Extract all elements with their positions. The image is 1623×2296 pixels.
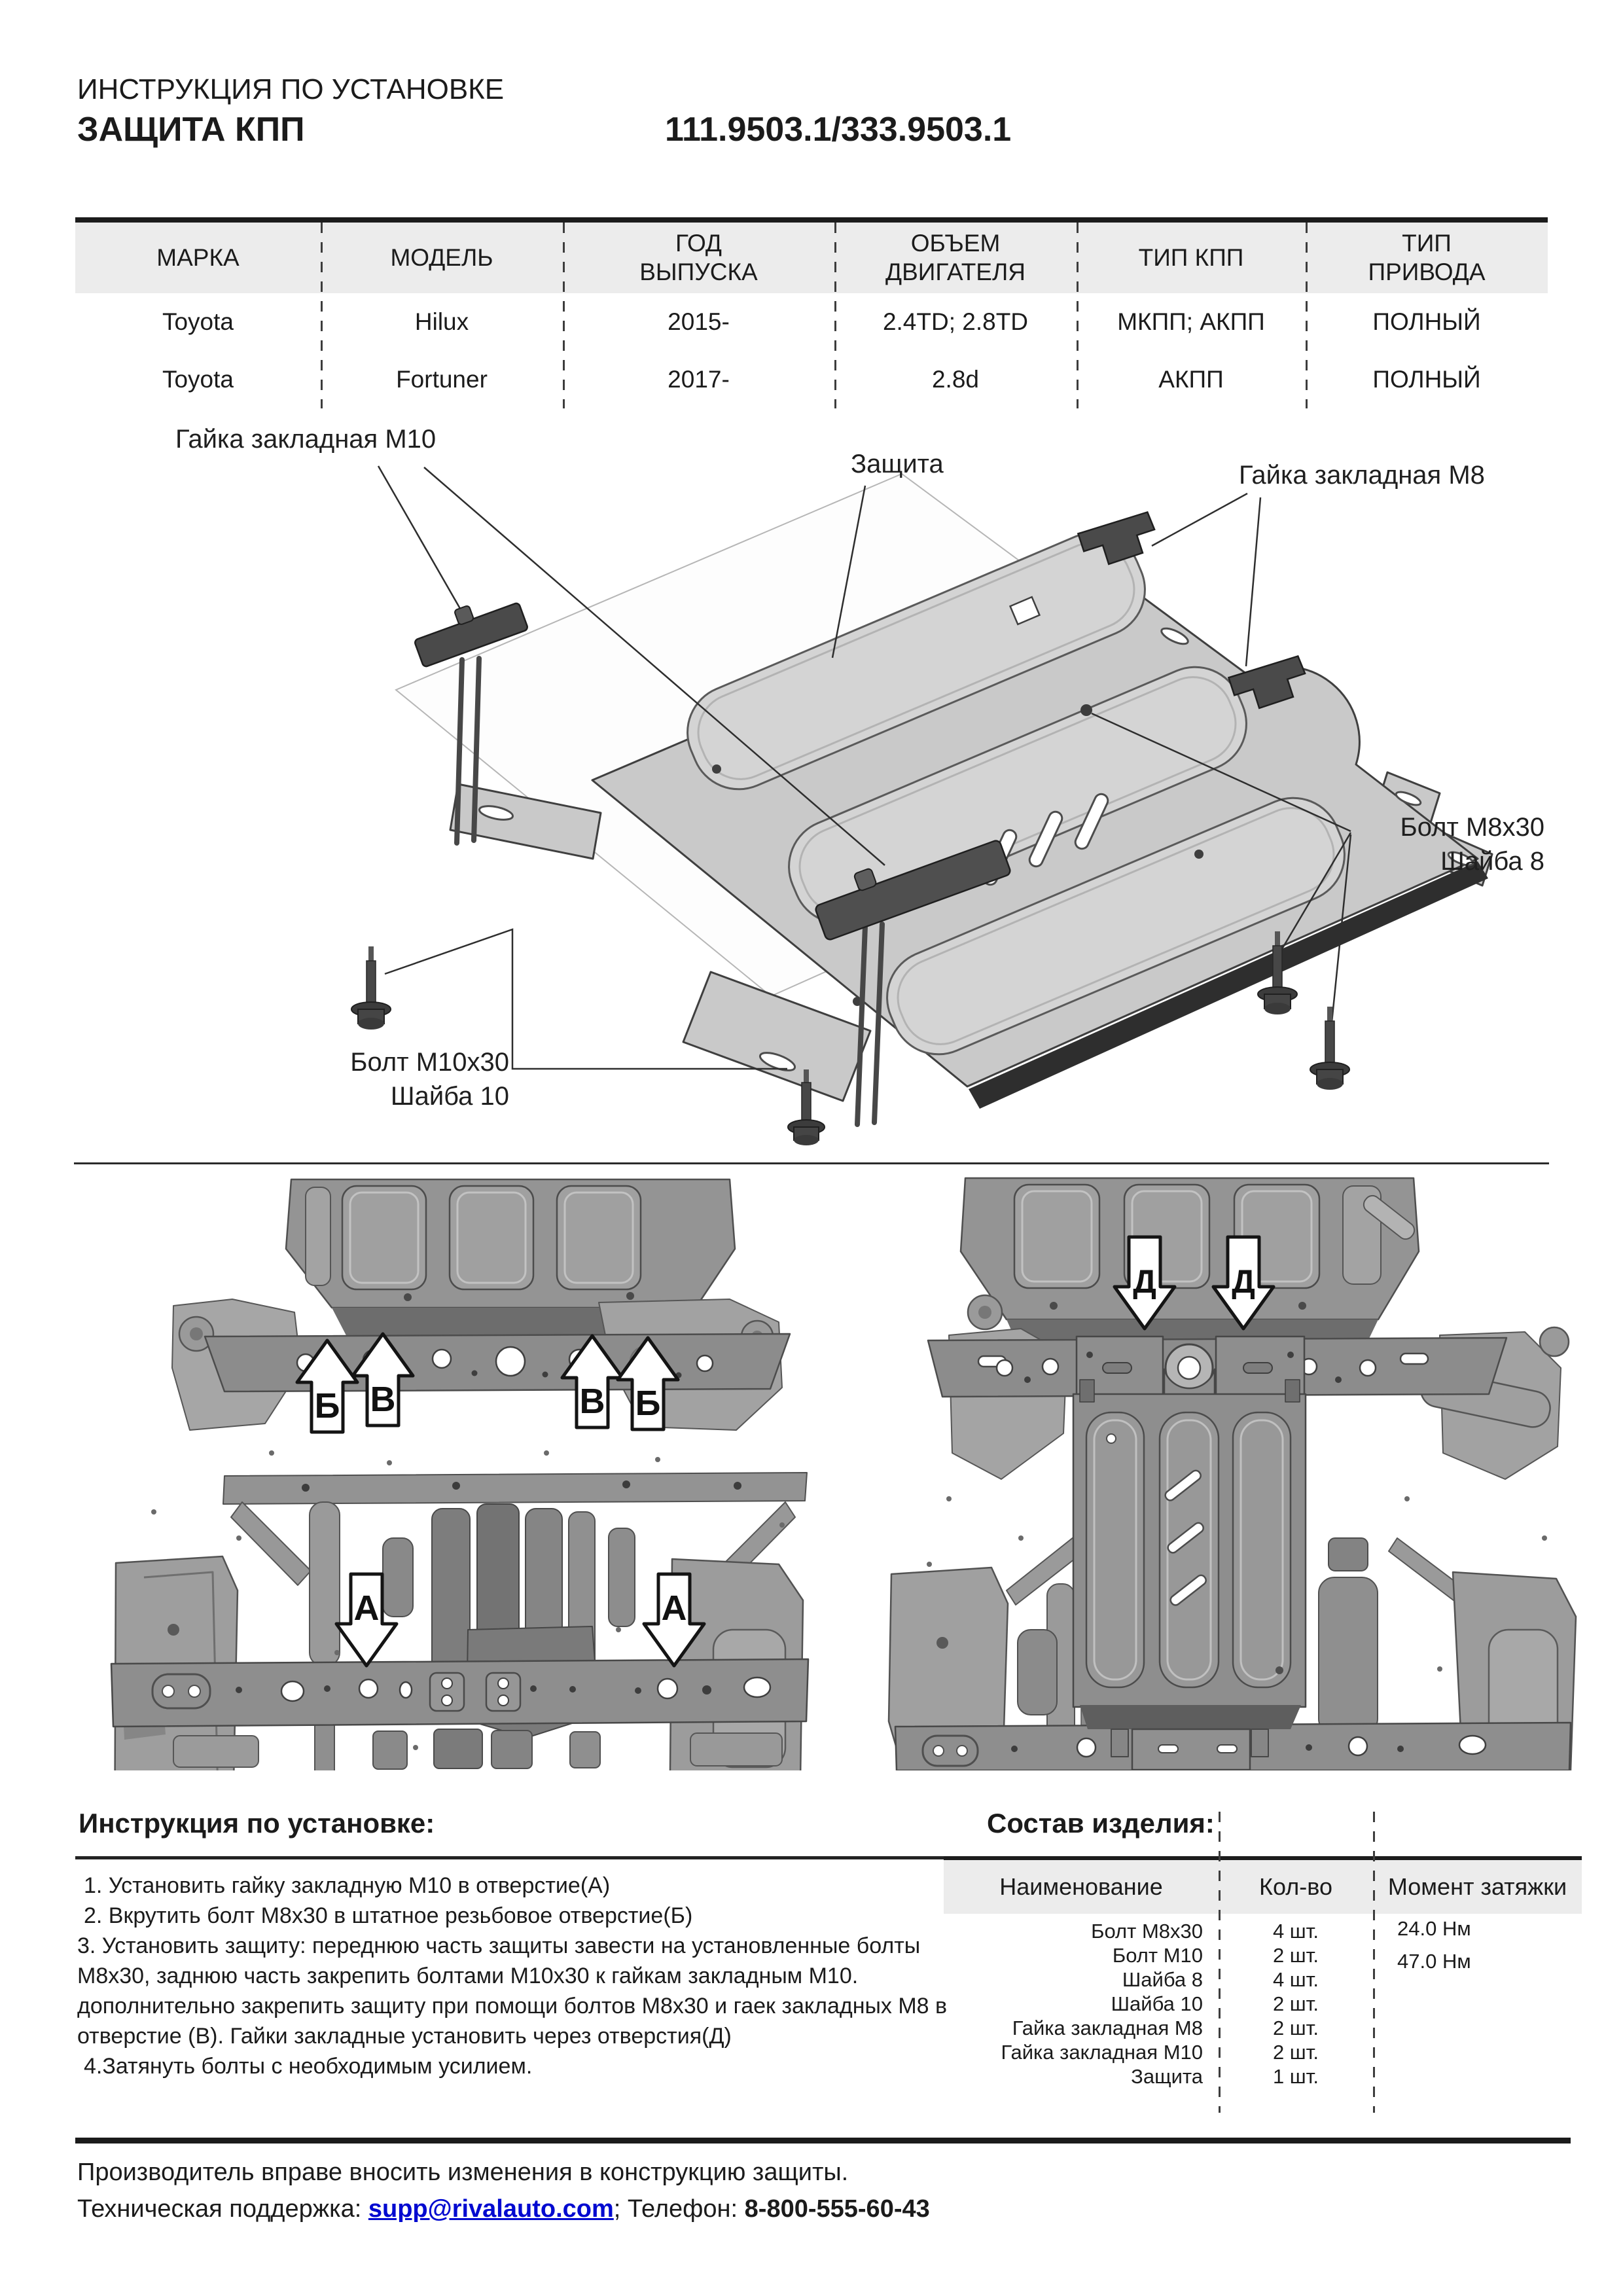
label-shield: Защита xyxy=(851,450,944,478)
col-header-line: ВЫПУСКА xyxy=(639,259,758,285)
part-name: Защита xyxy=(1131,2065,1203,2088)
composition-col-qty: Кол-во xyxy=(1259,1873,1332,1900)
fitment-cell-year: 2017- xyxy=(668,366,730,393)
composition-col-torque: Момент затяжки xyxy=(1387,1873,1567,1900)
composition-heading: Состав изделия: xyxy=(987,1808,1215,1839)
composition-quantities xyxy=(1219,1919,1373,2089)
table-divider xyxy=(834,223,836,408)
col-header-line: ТИП КПП xyxy=(1138,244,1244,271)
marker-letter: Д xyxy=(1232,1263,1255,1300)
col-header-line: ГОД xyxy=(675,230,722,257)
instructions-steps xyxy=(77,1871,993,2081)
part-name: Гайка закладная М10 xyxy=(1001,2041,1203,2064)
part-name: Шайба 8 xyxy=(1122,1968,1203,1991)
table-divider xyxy=(321,223,323,408)
part-qty: 1 шт. xyxy=(1272,2065,1319,2088)
label-rivet-nut-m8: Гайка закладная М8 xyxy=(1239,461,1485,490)
torque-value: 47.0 Нм xyxy=(1397,1950,1471,1973)
part-qty: 4 шт. xyxy=(1272,1920,1319,1943)
table-divider xyxy=(1077,223,1079,408)
underbody-photo-front-mounts xyxy=(75,1172,818,1770)
col-header-line: ТИП xyxy=(1402,230,1452,257)
bolt-m10x30 xyxy=(351,946,391,1030)
instructions-heading: Инструкция по установке: xyxy=(79,1808,435,1839)
label-bolt-m8 xyxy=(1335,810,1544,878)
fitment-col-header-brand xyxy=(75,223,321,293)
col-header-line: ДВИГАТЕЛЯ xyxy=(885,259,1026,285)
marker-letter: В xyxy=(370,1380,396,1419)
fitment-cell-brand: Toyota xyxy=(162,308,234,335)
support-label: Техническая поддержка: xyxy=(77,2195,368,2223)
fitment-col-header-engine xyxy=(834,223,1077,293)
composition-torques xyxy=(1397,1912,1471,1978)
underb0dy-photo-shield-installed xyxy=(851,1172,1594,1770)
doc-subtitle: ИНСТРУКЦИЯ ПО УСТАНОВКЕ xyxy=(77,73,505,105)
phone-label: ; Телефон: xyxy=(613,2195,745,2223)
part-qty: 2 шт. xyxy=(1272,2017,1319,2039)
fitment-col-header-model xyxy=(321,223,563,293)
col-header-line: ПРИВОДА xyxy=(1368,259,1486,285)
part-qty: 2 шт. xyxy=(1272,1944,1319,1967)
col-header-line: МАРКА xyxy=(156,244,240,271)
bolt-m8x30-lower xyxy=(1310,1007,1349,1090)
marker-letter: Б xyxy=(635,1384,661,1423)
label-line: Болт М8х30 xyxy=(1400,813,1544,842)
table-divider xyxy=(1306,223,1308,408)
fitment-cell-engine: 2.4TD; 2.8TD xyxy=(882,308,1029,335)
fitment-cell-gearbox: АКПП xyxy=(1158,366,1224,393)
part-name: Шайба 10 xyxy=(1111,1992,1203,2015)
exploded-diagram xyxy=(0,406,1623,1172)
label-line: Шайба 8 xyxy=(1440,847,1544,876)
step-3: 3. Установить защиту: переднюю часть защиты завести на установленные болты М8х30, заднюю часть закрепить болтами М10х30 к гайкам закладным М10. дополнительно закрепить защиту при помощи болтов М8х30 и гаек закладных М8 в отверстие (В). Гайки закладные установить через отверстия(Д) xyxy=(77,1933,948,2049)
footer-disclaimer: Производитель вправе вносить изменения в конструкцию защиты. xyxy=(77,2159,849,2186)
marker-letter: А xyxy=(661,1588,687,1628)
marker-letter: Б xyxy=(314,1386,340,1426)
email-link[interactable]: supp@rivalauto.com xyxy=(368,2195,614,2223)
phone-number: 8-800-555-60-43 xyxy=(744,2195,930,2223)
part-qty: 4 шт. xyxy=(1272,1968,1319,1991)
marker-letter: Д xyxy=(1133,1263,1156,1300)
label-line: Болт М10х30 xyxy=(350,1048,509,1077)
part-name: Гайка закладная М8 xyxy=(1012,2017,1203,2039)
col-header-line: МОДЕЛЬ xyxy=(390,244,493,271)
label-bolt-m10 xyxy=(300,1045,509,1113)
fitment-cell-drive: ПОЛНЫЙ xyxy=(1372,366,1481,393)
section-divider xyxy=(74,1162,1549,1164)
fitment-cell-model: Fortuner xyxy=(396,366,488,393)
step-4: 4.Затянуть болты с необходимым усилием. xyxy=(84,2054,533,2079)
instructions-underline xyxy=(75,1856,999,1859)
fitment-col-header-year xyxy=(563,223,834,293)
marker-letter: В xyxy=(579,1382,605,1421)
installed-bolt-stud xyxy=(1080,704,1092,716)
col-header-line: ОБЪЕМ xyxy=(910,230,1001,257)
fitment-table-top-border xyxy=(75,217,1548,223)
marker-letter: А xyxy=(353,1588,380,1628)
torque-value: 24.0 Нм xyxy=(1397,1917,1471,1940)
fitment-cell-drive: ПОЛНЫЙ xyxy=(1372,308,1481,335)
step-2: 2. Вкрутить болт М8х30 в штатное резьбовое отверстие(Б) xyxy=(84,1903,693,1928)
table-divider xyxy=(563,223,565,408)
fitment-cell-gearbox: МКПП; АКПП xyxy=(1117,308,1265,335)
fitment-cell-model: Hilux xyxy=(414,308,469,335)
fitment-col-header-drive xyxy=(1306,223,1548,293)
installed-shield xyxy=(1073,1336,1306,1770)
table-divider xyxy=(1373,1812,1375,2113)
fitment-cell-engine: 2.8d xyxy=(931,366,979,393)
label-line: Шайба 10 xyxy=(390,1082,509,1111)
footer-divider xyxy=(75,2138,1571,2144)
fitment-cell-year: 2015- xyxy=(668,308,730,335)
fitment-col-header-gearbox xyxy=(1077,223,1306,293)
composition-names xyxy=(944,1919,1203,2089)
fitment-cell-brand: Toyota xyxy=(162,366,234,393)
label-rivet-nut-m10: Гайка закладная М10 xyxy=(175,425,437,454)
part-qty: 2 шт. xyxy=(1272,1992,1319,2015)
step-1: 1. Установить гайку закладную М10 в отверстие(А) xyxy=(84,1873,611,1898)
footer-contacts xyxy=(77,2195,930,2223)
page-title: ЗАЩИТА КПП xyxy=(77,111,305,149)
composition-col-name: Наименование xyxy=(999,1873,1163,1900)
part-qty: 2 шт. xyxy=(1272,2041,1319,2064)
part-name: Болт М8х30 xyxy=(1091,1920,1203,1943)
part-name: Болт М10 xyxy=(1112,1944,1203,1967)
part-numbers: 111.9503.1/333.9503.1 xyxy=(665,111,1012,149)
